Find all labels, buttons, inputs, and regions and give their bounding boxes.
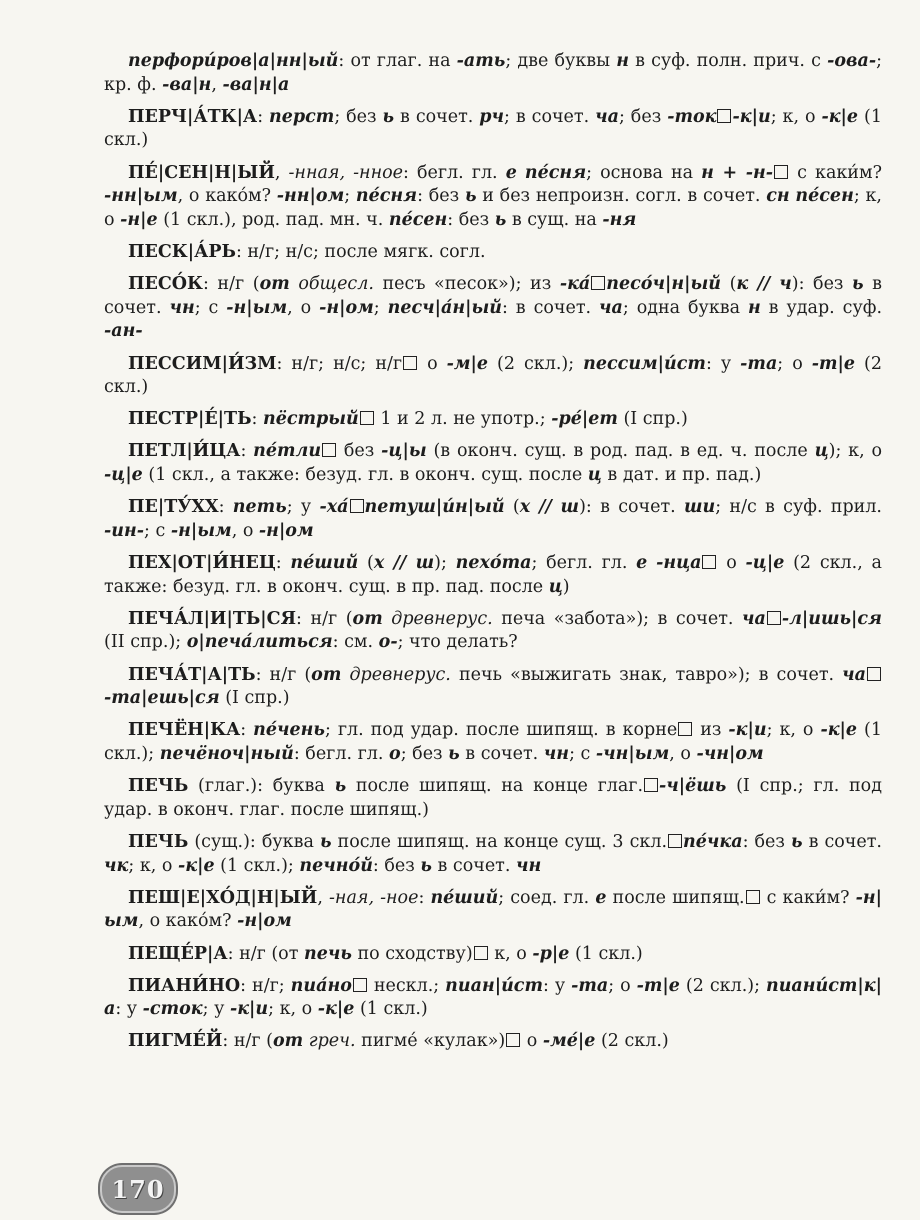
entry-text: -та — [740, 353, 778, 374]
entry-text — [383, 609, 392, 629]
entry-text: нескл.; — [367, 975, 446, 996]
headword: ПЕЧЁН|КА — [128, 720, 241, 741]
entry-text: ; что делать? — [397, 632, 518, 653]
entry-text: ши — [683, 497, 716, 518]
entry-text: о — [521, 1031, 543, 1052]
entry-text: (II спр.); — [104, 632, 187, 653]
entry-text: ь — [791, 831, 803, 852]
entry-text: -ч|ёшь — [659, 776, 727, 797]
entry-text: (1 скл.), род. пад. мн. ч. — [157, 209, 389, 230]
dictionary-entry — [104, 408, 882, 432]
entry-text: ) — [562, 576, 570, 597]
entry-text: -нная, -нное — [288, 162, 403, 183]
entry-text: ь — [464, 186, 477, 207]
entry-text: ; к, о — [770, 106, 822, 127]
headword: ПЕХ|ОТ|И́НЕЦ — [128, 553, 276, 574]
entry-text: -ц|ы — [381, 441, 427, 462]
entry-text: -ха́ — [319, 497, 349, 518]
dictionary-entry — [104, 887, 882, 934]
entry-text: -чн|ом — [696, 743, 764, 764]
entry-text: ь — [319, 831, 332, 852]
dictionary-entry — [104, 664, 882, 711]
headword: ПИАНИ́НО — [128, 975, 241, 996]
entry-text: : у — [542, 975, 572, 996]
entry-text: : бегл. гл. — [293, 743, 390, 764]
entry-text: ; у — [202, 999, 230, 1020]
entry-text: пе́чень — [253, 720, 325, 741]
entry-text: пе́сен — [795, 186, 854, 207]
entry-text: е — [636, 553, 648, 574]
entry-text: общесл. — [298, 274, 374, 295]
square-marker-icon — [717, 109, 731, 123]
entry-text: ; без — [400, 743, 449, 764]
entry-text: ; к, о — [766, 720, 821, 741]
entry-text: в дат. и пр. пад.) — [601, 465, 762, 486]
entry-text — [647, 553, 656, 573]
entry-text: о — [389, 743, 401, 764]
entry-text: 1 и 2 л. не употр.; — [374, 409, 552, 430]
dictionary-entry — [104, 440, 882, 487]
square-marker-icon — [668, 834, 682, 848]
entry-text: ; к, о — [128, 855, 178, 876]
entry-text: -н|ом — [319, 297, 374, 318]
entry-text: ь — [852, 274, 864, 295]
entry-text: печа «забота»); в сочет. — [492, 608, 742, 629]
entry-text: ; к, о — [268, 999, 318, 1020]
entry-text: и без непроизн. согл. в сочет. — [476, 186, 767, 207]
entry-text: -л|ишь|ся — [781, 608, 882, 629]
square-marker-icon — [506, 1033, 520, 1047]
headword: ПЕЧА́Т|А|ТЬ — [128, 664, 256, 685]
entry-text: , о како́м? — [177, 186, 277, 207]
headword: ПЕ|ТУ́ХX — [128, 497, 219, 518]
entry-text: -нца — [656, 553, 702, 574]
entry-text: ча — [599, 297, 623, 318]
entry-text: пёстрый — [262, 409, 359, 430]
entry-text: -ме́|е — [542, 1031, 596, 1052]
page-number-badge: 170 — [100, 1165, 176, 1213]
headword: ПЕШ|Е|ХО́Д|Н|ЫЙ — [128, 887, 318, 908]
entry-text: : см. — [332, 632, 379, 653]
entry-text: в удар. суф. — [760, 297, 883, 318]
entry-text: пе́сен — [388, 209, 448, 230]
entry-text: -н|ым — [104, 887, 882, 932]
entry-text: ; к, о — [104, 186, 882, 230]
entry-text: , о — [287, 297, 320, 318]
entry-text: пигме́ «кулак») — [355, 1031, 506, 1052]
dictionary-entry — [104, 241, 882, 265]
dictionary-entry — [104, 106, 882, 153]
entry-text: петуш|и́н|ый — [364, 497, 505, 518]
entry-text: древнерус. — [349, 664, 451, 685]
entry-text: перст — [269, 106, 335, 127]
entry-text: пе́сня — [355, 186, 418, 207]
square-marker-icon — [322, 443, 336, 457]
entry-text: , — [211, 74, 223, 95]
entry-text: по сходству) — [351, 943, 473, 964]
entry-text: ); к, о — [828, 441, 883, 462]
entry-text: чн — [516, 855, 542, 876]
entry-text: : без — [417, 186, 465, 207]
entry-text: ; о — [608, 975, 637, 996]
headword: ПЕРЧ|А́ТК|А — [128, 106, 258, 127]
entry-text: : — [240, 720, 254, 741]
entry-text: пессим|и́ст — [583, 353, 706, 374]
entry-text: , — [317, 887, 329, 908]
entry-text: : н/г; — [240, 975, 291, 996]
entry-text: (1 скл.); — [104, 720, 882, 764]
entry-text: в сочет. — [802, 831, 882, 852]
entry-text: ; две буквы — [505, 51, 617, 71]
headword: ПЕССИМ|И́ЗМ — [128, 353, 277, 374]
entry-text: о — [418, 353, 447, 374]
entry-text: -р|е — [532, 943, 570, 964]
entry-text: -ан- — [104, 321, 143, 342]
entry-text: после шипящ. на конце глаг. — [346, 776, 644, 797]
entry-text: -к|е — [820, 720, 858, 741]
entry-text: -к|е — [317, 999, 355, 1020]
headword: ПЕСО́К — [128, 274, 203, 295]
entry-text: (2 скл., а также: безуд. гл. в оконч. сущ. в пр. пад. после — [104, 553, 882, 597]
headword: ПЕТЛ|И́ЦА — [128, 441, 241, 462]
entry-text: е — [505, 162, 517, 183]
dictionary-entry — [104, 50, 882, 97]
entry-text: ; основа на — [586, 162, 702, 183]
entry-text: -т|е — [636, 975, 680, 996]
entry-text: ; соед. гл. — [498, 887, 596, 908]
entry-text: -к|е — [821, 106, 859, 127]
entry-text: (2 скл.) — [104, 353, 882, 398]
dictionary-entries — [104, 50, 882, 1063]
entry-text: : бегл. гл. — [403, 162, 506, 183]
dictionary-entry — [104, 273, 882, 344]
entry-text: (2 скл.) — [595, 1031, 669, 1052]
square-marker-icon — [474, 946, 488, 960]
entry-text: ; — [373, 297, 388, 318]
dictionary-entry — [104, 943, 882, 967]
entry-text: после шипящ. на конце сущ. 3 скл. — [331, 831, 668, 852]
entry-text: -чн|ым — [595, 743, 670, 764]
headword: ПЕСТР|Е́|ТЬ — [128, 409, 252, 430]
entry-text: (2 скл.); — [679, 975, 766, 996]
entry-text: (I спр.) — [617, 409, 688, 430]
entry-text: о|печа́литься — [186, 632, 333, 653]
square-marker-icon — [644, 778, 658, 792]
entry-text: : — [240, 441, 254, 462]
entry-text: ; без — [618, 106, 668, 127]
entry-text: -ин- — [104, 520, 145, 541]
entry-text: : без — [742, 831, 791, 852]
entry-text: рч — [479, 106, 505, 127]
entry-text: от — [352, 608, 383, 629]
square-marker-icon — [746, 890, 760, 904]
entry-text: от — [272, 1031, 304, 1052]
entry-text: песч|а́н|ый — [387, 297, 502, 318]
entry-text: петь — [232, 497, 287, 518]
square-marker-icon — [702, 555, 716, 569]
entry-text: греч. — [308, 1031, 356, 1052]
square-marker-icon — [403, 356, 417, 370]
entry-text: ( — [504, 497, 520, 518]
dictionary-entry — [104, 552, 882, 599]
entry-text: печёноч|ный — [159, 743, 294, 764]
entry-text: пиани́ст|к|а — [104, 975, 882, 1020]
entry-text: в сочет. — [104, 274, 883, 318]
entry-text: (в оконч. сущ. в род. пад. в ед. ч. после — [426, 441, 815, 462]
entry-text: ; кр. ф. — [104, 51, 882, 95]
square-marker-icon — [774, 165, 788, 179]
entry-text: -к|и — [728, 720, 767, 741]
entry-text: : от глаг. на — [338, 51, 457, 71]
entry-text: -н|е — [120, 209, 158, 230]
entry-text: ; о — [777, 353, 812, 374]
entry-text: о — [717, 553, 746, 574]
entry-text: : без — [447, 209, 495, 230]
entry-text: (1 скл.) — [354, 999, 428, 1020]
entry-text: к, о — [488, 943, 533, 964]
entry-text: после шипящ. — [606, 887, 745, 908]
dictionary-entry — [104, 1030, 882, 1054]
entry-text: -ре́|ет — [551, 409, 618, 430]
entry-text: ; у — [286, 497, 320, 518]
entry-text: , о — [231, 520, 259, 541]
entry-text: -м|е — [446, 353, 489, 374]
entry-text: -ва|н|а — [222, 74, 290, 95]
entry-text: -ц|е — [104, 465, 143, 486]
entry-text: : н/г ( — [255, 664, 312, 685]
entry-text: : — [218, 497, 233, 518]
entry-text: пе́ший — [430, 887, 499, 908]
headword: ПЕЧА́Л|И|ТЬ|СЯ — [128, 608, 297, 629]
dictionary-entry — [104, 719, 882, 766]
entry-text: -н|ом — [258, 520, 314, 541]
entry-text: с каки́м? — [760, 887, 856, 908]
entry-text: н — [748, 297, 761, 318]
entry-text: в сущ. на — [506, 209, 603, 230]
entry-text: печь — [303, 943, 352, 964]
entry-text: -та|ешь|ся — [104, 688, 220, 709]
entry-text: ); — [434, 553, 456, 574]
entry-text: -ц|е — [745, 553, 785, 574]
entry-text: ча — [595, 106, 619, 127]
entry-text: : у — [115, 999, 143, 1020]
entry-text: ( — [721, 274, 737, 295]
entry-text: песъ «песок»); из — [373, 274, 560, 295]
headword: ПИГМЕ́Й — [128, 1031, 223, 1052]
headword: ПЕСК|А́РЬ — [128, 241, 236, 262]
entry-text: в сочет. — [431, 855, 516, 876]
entry-text: ь — [382, 106, 395, 127]
entry-text: -к|е — [177, 855, 215, 876]
dictionary-entry — [104, 975, 882, 1022]
entry-text: о- — [378, 632, 398, 653]
square-marker-icon — [767, 611, 781, 625]
entry-text: пе́тли — [253, 441, 322, 462]
square-marker-icon — [867, 667, 881, 681]
entry-text: пе́ший — [290, 553, 359, 574]
entry-text: ча — [842, 664, 866, 685]
entry-text: ( — [358, 553, 374, 574]
entry-text: (I спр.; гл. под удар. в оконч. глаг. после шипящ.) — [104, 776, 882, 820]
entry-text: -ток — [667, 106, 717, 127]
entry-text: ; с — [569, 743, 596, 764]
entry-text: перфори́ров|а|нн|ый — [128, 51, 339, 71]
entry-text: -ня — [602, 209, 637, 230]
entry-text: , о како́м? — [138, 911, 238, 932]
dictionary-entry — [104, 162, 882, 233]
square-marker-icon — [360, 411, 374, 425]
entry-text: -к|и — [732, 106, 771, 127]
entry-text: печь «выжигать знак, тавро»); в сочет. — [450, 664, 843, 685]
entry-text: е — [595, 887, 607, 908]
entry-text: : — [418, 887, 431, 908]
entry-text: ; с — [194, 297, 227, 318]
dictionary-entry — [104, 775, 882, 822]
entry-text: -та — [571, 975, 609, 996]
entry-text: -ка́ — [559, 274, 591, 295]
entry-text: ; с — [144, 520, 171, 541]
entry-text: -сток — [142, 999, 203, 1020]
entry-text: чн — [169, 297, 195, 318]
entry-text: (1 скл.); — [214, 855, 300, 876]
entry-text: ь — [494, 209, 507, 230]
entry-text: : в сочет. — [501, 297, 600, 318]
entry-text: : — [257, 106, 270, 127]
entry-text: (I спр.) — [219, 688, 290, 709]
headword: ПЕ́|СЕН|Н|ЫЙ — [128, 162, 275, 183]
entry-text: чк — [104, 855, 129, 876]
entry-text: печно́й — [299, 855, 373, 876]
entry-text: в сочет. — [394, 106, 480, 127]
entry-text: : — [275, 553, 291, 574]
entry-text: -ва|н — [162, 74, 212, 95]
entry-text: ; гл. под удар. после шипящ. в корне — [324, 720, 678, 741]
dictionary-entry — [104, 831, 882, 878]
entry-text: -к|и — [229, 999, 269, 1020]
entry-text: песо́ч|н|ый — [606, 274, 721, 295]
entry-text: с каки́м? — [789, 162, 882, 183]
entry-text: -ова- — [827, 51, 877, 71]
entry-text: х // ш — [519, 497, 580, 518]
square-marker-icon — [591, 276, 605, 290]
entry-text: чн — [543, 743, 570, 764]
entry-text: -т|е — [811, 353, 856, 374]
square-marker-icon — [678, 722, 692, 736]
entry-text: , — [274, 162, 289, 183]
entry-text: от — [311, 664, 342, 685]
dictionary-entry — [104, 608, 882, 655]
entry-text: древнерус. — [391, 608, 493, 629]
entry-text: -ать — [456, 51, 506, 71]
entry-text: -н|ым — [226, 297, 288, 318]
entry-text: : без — [372, 855, 421, 876]
entry-text: из — [693, 720, 729, 741]
entry-text: ; — [344, 186, 356, 207]
entry-text: : н/г ( — [202, 274, 260, 295]
entry-text: сн — [766, 186, 790, 207]
entry-text: (1 скл.) — [569, 943, 643, 964]
entry-text: : н/г (от — [227, 943, 304, 964]
square-marker-icon — [353, 978, 367, 992]
entry-text: ь — [420, 855, 432, 876]
entry-text: ; н/с в суф. прил. — [715, 497, 882, 518]
entry-text: -н|ым — [170, 520, 232, 541]
entry-text: ; в сочет. — [504, 106, 596, 127]
entry-text: (2 скл.); — [488, 353, 584, 374]
entry-text: , о — [669, 743, 697, 764]
entry-text: : у — [705, 353, 741, 374]
entry-text: -нн|ом — [276, 186, 345, 207]
entry-text: от — [259, 274, 290, 295]
entry-text: н + -н- — [701, 162, 774, 183]
entry-text: пиа́но — [290, 975, 352, 996]
entry-text: пехо́та — [455, 553, 532, 574]
entry-text: ): в сочет. — [579, 497, 684, 518]
entry-text: пиан|и́ст — [445, 975, 543, 996]
entry-text: ; без — [334, 106, 383, 127]
entry-text: (сущ.): буква — [188, 831, 320, 852]
entry-text: в сочет. — [459, 743, 544, 764]
entry-text: ь — [448, 743, 460, 764]
entry-text: пе́сня — [524, 162, 587, 183]
entry-text: : н/г; н/с; н/г — [276, 353, 403, 374]
entry-text: х // ш — [373, 553, 435, 574]
entry-text: (1 скл., а также: безуд. гл. в оконч. сущ. после — [142, 465, 588, 486]
square-marker-icon — [350, 499, 364, 513]
headword: ПЕЧЬ — [128, 831, 189, 852]
entry-text: к // ч — [736, 274, 792, 295]
entry-text: пе́чка — [683, 831, 743, 852]
entry-text: без — [337, 441, 382, 462]
entry-text: (1 скл.) — [104, 106, 882, 151]
entry-text: ь — [334, 776, 347, 797]
entry-text: -н|ом — [237, 911, 292, 932]
entry-text: ; бегл. гл. — [531, 553, 637, 574]
headword: ПЕЩЕ́Р|А — [128, 943, 228, 964]
dictionary-entry — [104, 496, 882, 543]
entry-text: -нн|ым — [104, 186, 178, 207]
entry-text: ц — [587, 465, 602, 486]
entry-text: ц — [548, 576, 563, 597]
entry-text — [517, 163, 525, 183]
entry-text: : н/г ( — [296, 608, 353, 629]
entry-text: -ная, -ное — [329, 887, 419, 908]
entry-text: в суф. полн. прич. с — [628, 51, 828, 71]
headword: ПЕЧЬ — [128, 776, 189, 797]
entry-text: (глаг.): буква — [188, 776, 335, 797]
entry-text: : н/г; н/с; после мягк. согл. — [235, 241, 486, 262]
dictionary-entry — [104, 353, 882, 400]
entry-text: н — [616, 51, 629, 71]
entry-text: ча — [741, 608, 766, 629]
entry-text: : — [251, 409, 263, 430]
entry-text: ; одна буква — [622, 297, 748, 318]
entry-text: : н/г ( — [222, 1031, 273, 1052]
entry-text: ): без — [791, 274, 853, 295]
entry-text: ц — [814, 441, 829, 462]
